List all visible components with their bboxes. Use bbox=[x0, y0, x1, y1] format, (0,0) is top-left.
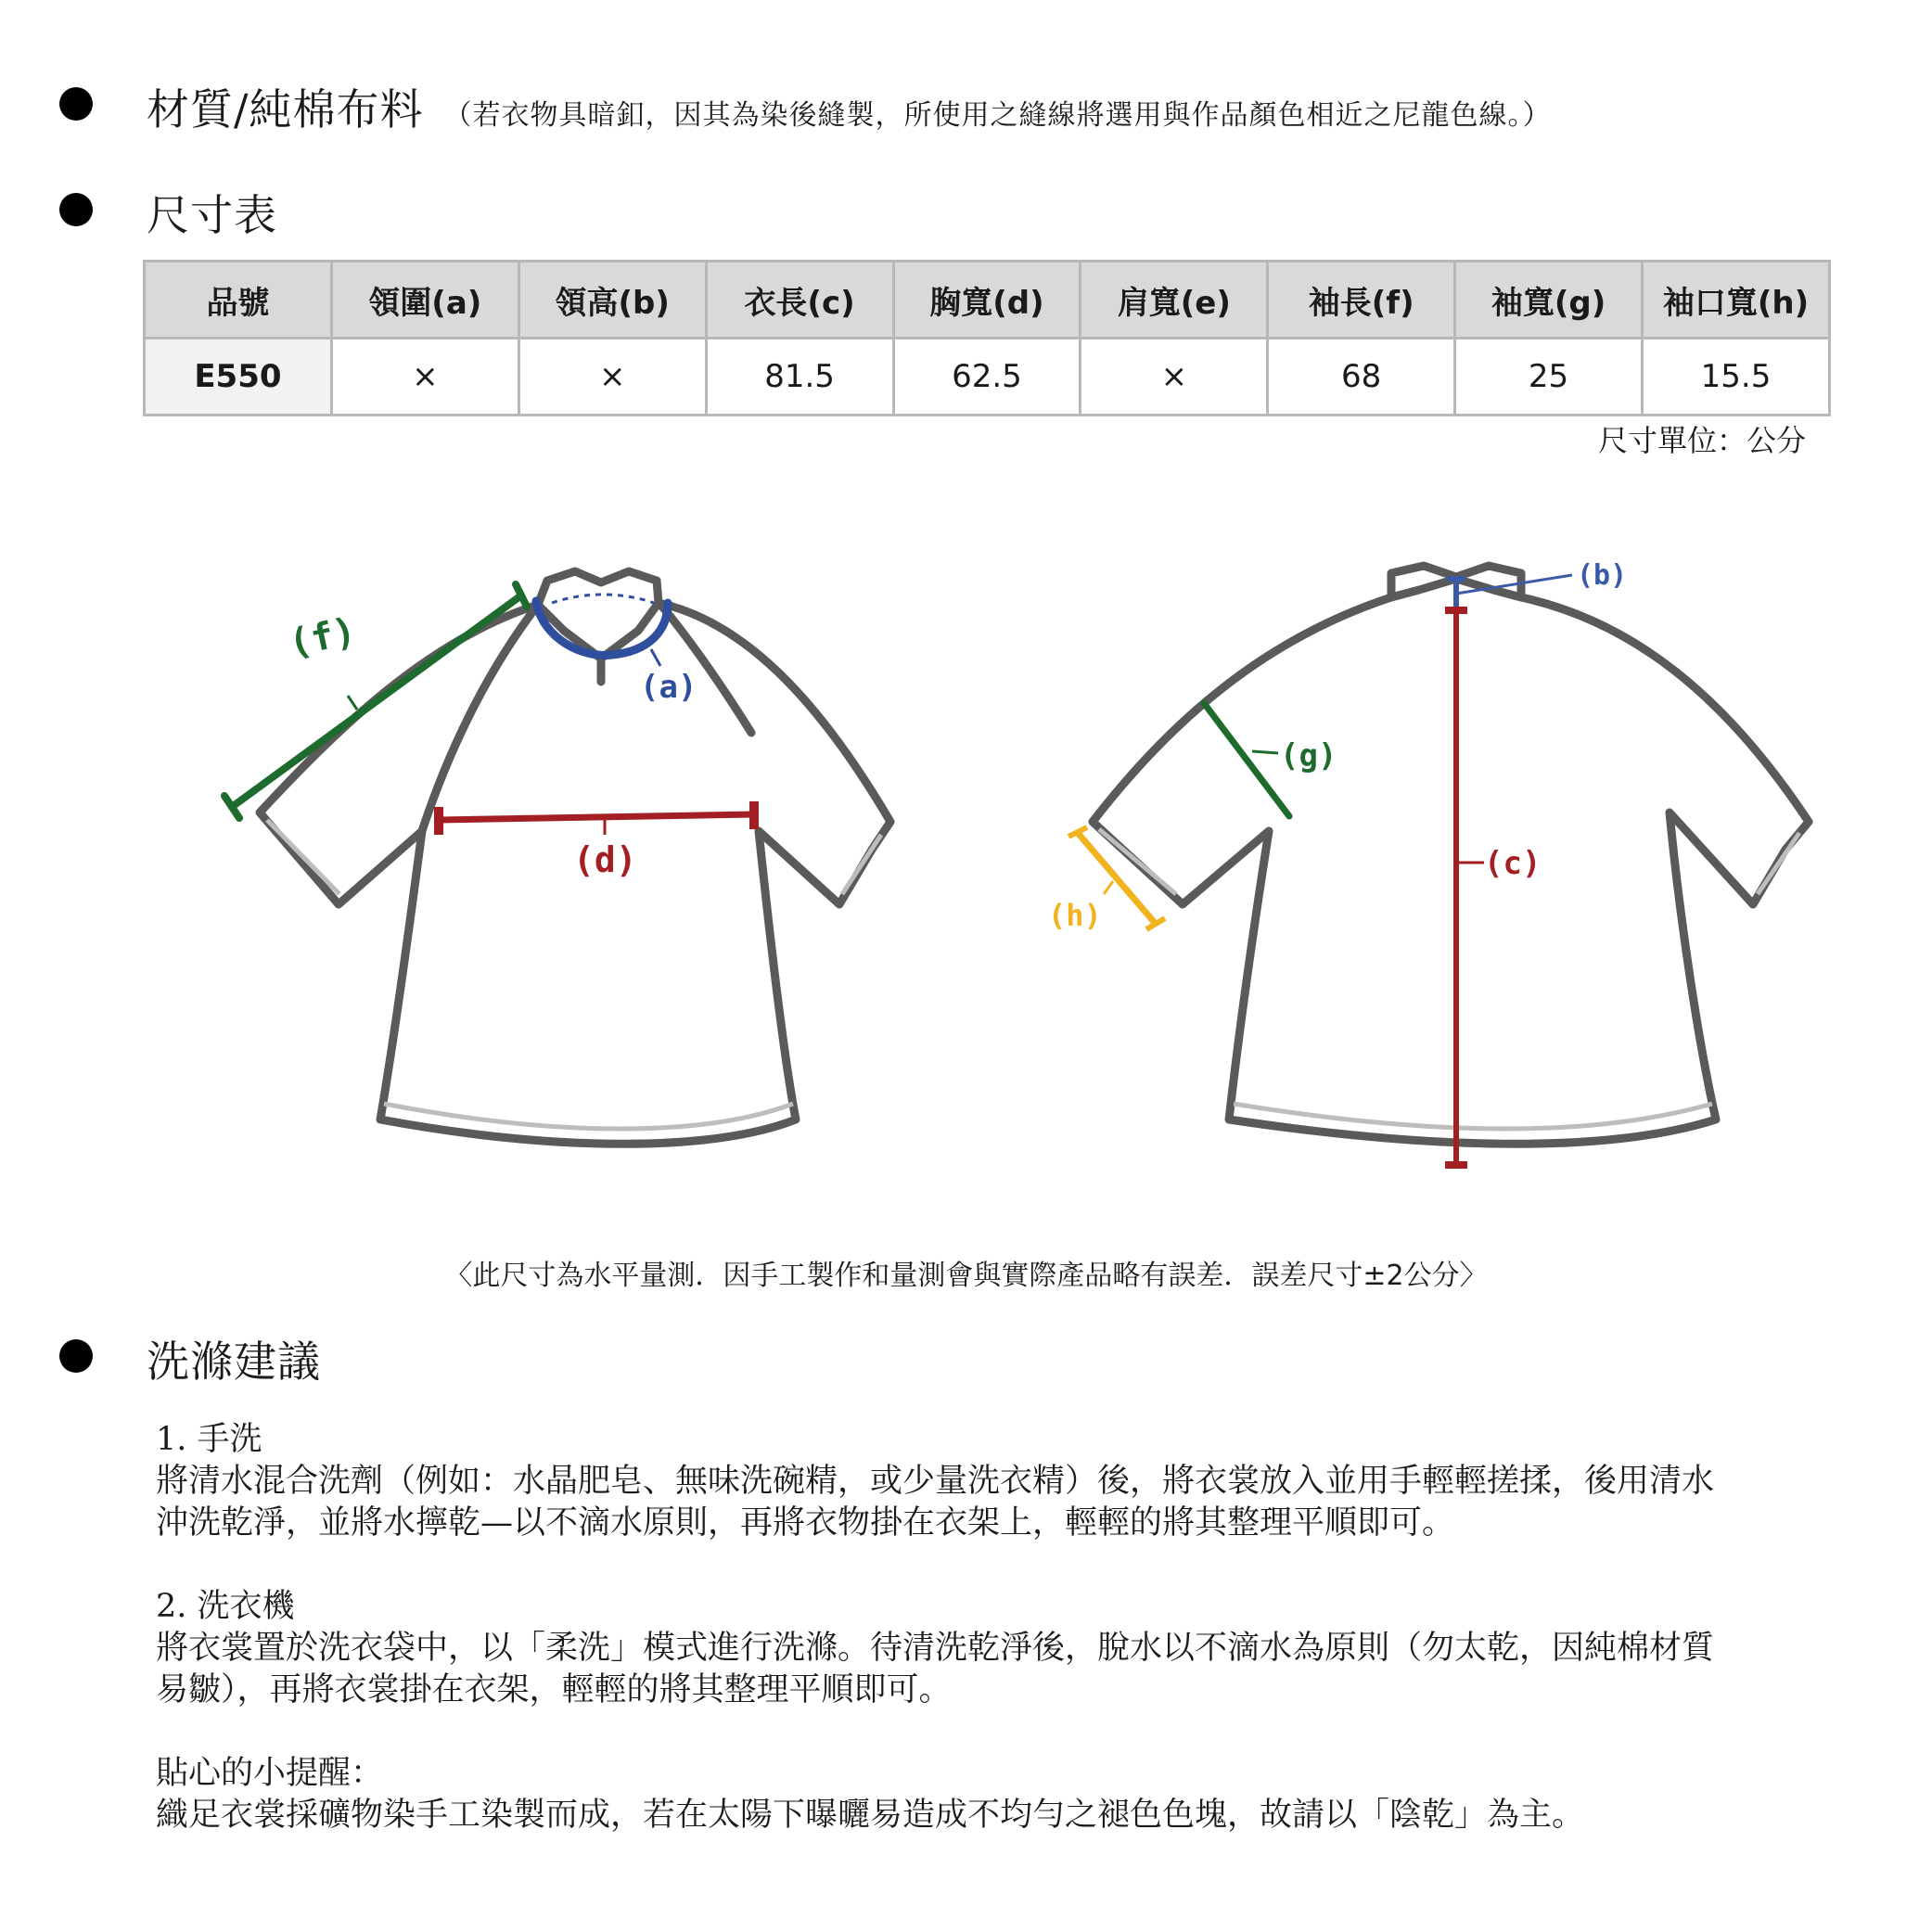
header-neck-circumference: 領圍(a) bbox=[331, 262, 518, 339]
care-item1-text: 沖洗乾淨，並將水擰乾—以不滴水原則，再將衣物掛在衣架上，輕輕的將其整理平順即可。 bbox=[156, 1504, 1455, 1542]
bullet-icon bbox=[59, 1339, 93, 1373]
header-sleeve-length: 袖長(f) bbox=[1268, 262, 1455, 339]
measure-d-chest-width bbox=[434, 801, 759, 880]
header-cuff-width: 袖口寬(h) bbox=[1643, 262, 1830, 339]
cell-length: 81.5 bbox=[706, 339, 893, 416]
measure-d-line bbox=[440, 814, 753, 820]
cell-sleeve-width: 25 bbox=[1455, 339, 1643, 416]
header-neck-height: 領高(b) bbox=[518, 262, 706, 339]
measure-g-sleeve-width bbox=[1204, 703, 1337, 816]
cell-cuff-width: 15.5 bbox=[1643, 339, 1830, 416]
header-chest-width: 胸寬(d) bbox=[893, 262, 1081, 339]
size-unit: 尺寸單位：公分 bbox=[1597, 423, 1806, 458]
cell-item-no: E550 bbox=[145, 339, 332, 416]
size-table bbox=[143, 260, 1831, 416]
measure-a-neck bbox=[536, 595, 697, 706]
care-item2-text: 易皺），再將衣裳掛在衣架，輕輕的將其整理平順即可。 bbox=[156, 1671, 952, 1708]
care-item2-title: 2. 洗衣機 bbox=[156, 1588, 295, 1625]
measure-h-cuff-width bbox=[1048, 827, 1165, 933]
header-sleeve-width: 袖寬(g) bbox=[1455, 262, 1643, 339]
cell-shoulder-width: × bbox=[1081, 339, 1268, 416]
care-tip-text: 織足衣裳採礦物染手工染製而成，若在太陽下曝曬易造成不均勻之褪色色塊，故請以「陰乾」為主。 bbox=[156, 1797, 1585, 1834]
size-chart-heading: 尺寸表 bbox=[147, 190, 277, 240]
care-item1-title: 1. 手洗 bbox=[156, 1421, 262, 1458]
care-tip-title: 貼心的小提醒： bbox=[156, 1755, 384, 1792]
label-g: (g) bbox=[1280, 737, 1337, 774]
size-table-header-row bbox=[145, 262, 1830, 339]
cell-chest-width: 62.5 bbox=[893, 339, 1081, 416]
measure-g-line bbox=[1204, 703, 1289, 816]
table-row bbox=[145, 339, 1830, 416]
care-instructions bbox=[156, 1419, 1835, 1836]
label-c: (c) bbox=[1484, 845, 1542, 882]
shirt-measurement-diagram bbox=[186, 538, 1836, 1206]
label-b: (b) bbox=[1577, 559, 1628, 592]
care-item1-text: 將清水混合洗劑（例如：水晶肥皂、無味洗碗精，或少量洗衣精）後，將衣裳放入並用手輕輕搓揉，後用清水 bbox=[156, 1463, 1715, 1500]
label-d: (d) bbox=[573, 839, 637, 880]
header-shoulder-width: 肩寬(e) bbox=[1081, 262, 1268, 339]
header-length: 衣長(c) bbox=[706, 262, 893, 339]
measure-c-length bbox=[1445, 607, 1541, 1169]
label-a: (a) bbox=[640, 669, 697, 706]
material-title: 材質/純棉布料 bbox=[147, 84, 424, 134]
material-note: （若衣物具暗釦，因其為染後縫製，所使用之縫線將選用與作品顏色相近之尼龍色線。） bbox=[443, 99, 1552, 132]
measurement-caption: 〈此尺寸為水平量測．因手工製作和量測會與實際產品略有誤差．誤差尺寸±2公分〉 bbox=[444, 1260, 1488, 1292]
measure-f-sleeve-length bbox=[224, 584, 527, 818]
label-h: (h) bbox=[1048, 898, 1102, 933]
header-item-no: 品號 bbox=[145, 262, 332, 339]
care-heading: 洗滌建議 bbox=[147, 1337, 321, 1387]
care-item2-text: 將衣裳置於洗衣袋中，以「柔洗」模式進行洗滌。待清洗乾淨後，脫水以不滴水為原則（勿太乾，因純棉材質 bbox=[156, 1630, 1715, 1667]
cell-neck-height: × bbox=[518, 339, 706, 416]
bullet-icon bbox=[59, 87, 93, 121]
material-heading bbox=[147, 76, 1552, 137]
cell-neck-circumference: × bbox=[331, 339, 518, 416]
bullet-icon bbox=[59, 193, 93, 226]
cell-sleeve-length: 68 bbox=[1268, 339, 1455, 416]
back-shirt-outline bbox=[1093, 566, 1809, 1144]
label-f: (f) bbox=[285, 609, 360, 666]
